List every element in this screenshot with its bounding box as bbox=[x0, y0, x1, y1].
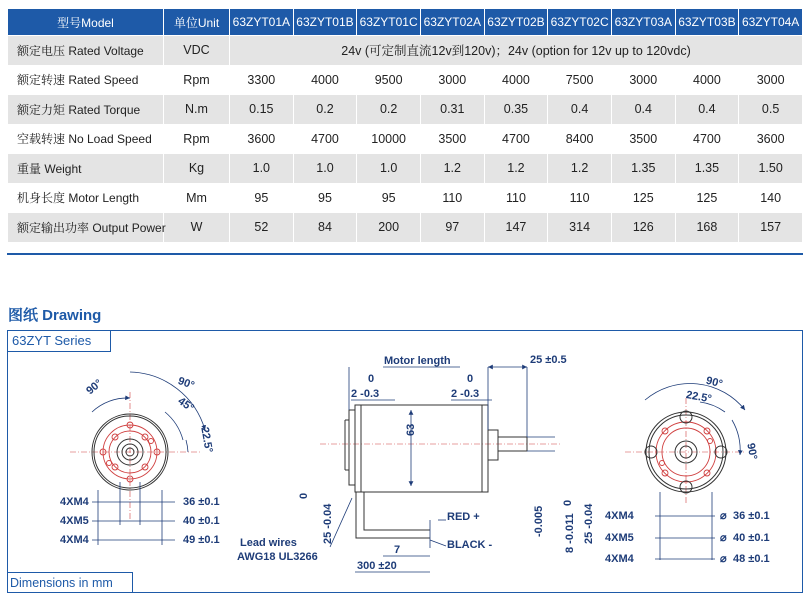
table-cell: 110 bbox=[485, 184, 548, 213]
tol-left-0: 0 bbox=[368, 373, 375, 385]
table-cell: 95 bbox=[357, 184, 420, 213]
param-name: 额定力矩 Rated Torque bbox=[8, 95, 163, 124]
table-cell: 1.0 bbox=[294, 154, 357, 183]
diameter-symbol: ⌀ bbox=[720, 532, 727, 544]
drawing-title: 图纸 Drawing bbox=[8, 307, 102, 324]
header-model-col: 63ZYT02C bbox=[548, 9, 611, 35]
table-cell: 9500 bbox=[357, 66, 420, 95]
side-view bbox=[237, 354, 595, 572]
header-model-col: 63ZYT04A bbox=[739, 9, 802, 35]
header-model-col: 63ZYT03B bbox=[676, 9, 739, 35]
param-name: 额定转速 Rated Speed bbox=[8, 66, 163, 95]
tol-left-1: 2 -0.3 bbox=[351, 388, 380, 400]
lead-wires-spec: AWG18 UL3266 bbox=[237, 551, 318, 563]
table-cell: 157 bbox=[739, 213, 802, 242]
param-unit: N.m bbox=[164, 95, 229, 124]
red-lead-label: RED + bbox=[447, 511, 480, 523]
header-model-col: 63ZYT02B bbox=[485, 9, 548, 35]
dim-7: 7 bbox=[394, 544, 401, 556]
diameter-symbol: ⌀ bbox=[720, 553, 727, 565]
right-dim-lines bbox=[655, 492, 715, 560]
table-cell: 1.35 bbox=[676, 154, 739, 183]
param-unit: Rpm bbox=[164, 125, 229, 154]
table-cell: 4700 bbox=[485, 125, 548, 154]
table-cell: 3000 bbox=[421, 66, 484, 95]
left-end-view bbox=[60, 372, 220, 546]
table-cell: 125 bbox=[612, 184, 675, 213]
table-cell: 4700 bbox=[294, 125, 357, 154]
boss-tol-0: 0 bbox=[562, 499, 574, 506]
table-cell: 3500 bbox=[612, 125, 675, 154]
table-cell: 200 bbox=[357, 213, 420, 242]
header-model-col: 63ZYT01A bbox=[230, 9, 293, 35]
right-angle-90-b: 90° bbox=[744, 442, 760, 461]
param-unit: Mm bbox=[164, 184, 229, 213]
right-screw-3: 4XM4 bbox=[605, 553, 634, 565]
param-unit: VDC bbox=[164, 36, 229, 65]
table-cell: 3000 bbox=[739, 66, 802, 95]
table-cell: 1.0 bbox=[230, 154, 293, 183]
table-cell: 3600 bbox=[230, 125, 293, 154]
table-cell: 7500 bbox=[548, 66, 611, 95]
left-angle-90-b: 90° bbox=[176, 374, 196, 392]
lead-wires-label: Lead wires bbox=[240, 537, 297, 549]
param-name: 额定输出功率 Output Power bbox=[8, 213, 163, 242]
table-cell: 4700 bbox=[676, 125, 739, 154]
table-cell: 95 bbox=[294, 184, 357, 213]
table-cell: 52 bbox=[230, 213, 293, 242]
header-model-col: 63ZYT01C bbox=[357, 9, 420, 35]
right-end-view bbox=[605, 375, 770, 565]
shaft-tol-1: 8 -0.011 bbox=[564, 513, 576, 553]
table-cell: 140 bbox=[739, 184, 802, 213]
table-cell: 3000 bbox=[612, 66, 675, 95]
right-screw-2: 4XM5 bbox=[605, 532, 634, 544]
table-cell: 0.15 bbox=[230, 95, 293, 124]
left-dim-40: 40 ±0.1 bbox=[183, 515, 220, 527]
pilot-tol-1: 25 -0.04 bbox=[322, 503, 334, 544]
motor-length-label: Motor length bbox=[384, 355, 451, 367]
right-dim-40: 40 ±0.1 bbox=[733, 532, 770, 544]
wire-length: 300 ±20 bbox=[357, 560, 397, 572]
right-screw-1: 4XM4 bbox=[605, 510, 634, 522]
table-cell: 4000 bbox=[294, 66, 357, 95]
header-model: 型号Model bbox=[8, 9, 163, 35]
table-cell: 125 bbox=[676, 184, 739, 213]
param-name: 机身长度 Motor Length bbox=[8, 184, 163, 213]
table-cell: 314 bbox=[548, 213, 611, 242]
table-cell: 147 bbox=[485, 213, 548, 242]
left-dim-lines bbox=[92, 482, 175, 545]
table-cell: 0.31 bbox=[421, 95, 484, 124]
table-cell: 3300 bbox=[230, 66, 293, 95]
param-name: 重量 Weight bbox=[8, 154, 163, 183]
boss-tol-1: 25 -0.04 bbox=[583, 503, 595, 544]
table-cell: 3600 bbox=[739, 125, 802, 154]
diameter-symbol: ⌀ bbox=[720, 510, 727, 522]
table-cell: 97 bbox=[421, 213, 484, 242]
left-screw-2: 4XM5 bbox=[60, 515, 89, 527]
left-angle-90-a: 90° bbox=[84, 377, 105, 398]
voltage-value: 24v (可定制直流12v到120v)；24v (option for 12v up to 120vdc) bbox=[230, 36, 802, 65]
table-cell: 1.2 bbox=[421, 154, 484, 183]
table-cell: 0.4 bbox=[676, 95, 739, 124]
left-screw-1: 4XM4 bbox=[60, 496, 89, 508]
tol-right-0: 0 bbox=[467, 373, 474, 385]
table-cell: 8400 bbox=[548, 125, 611, 154]
table-cell: 0.35 bbox=[485, 95, 548, 124]
table-cell: 110 bbox=[548, 184, 611, 213]
table-cell: 4000 bbox=[676, 66, 739, 95]
table-cell: 1.0 bbox=[357, 154, 420, 183]
table-cell: 3500 bbox=[421, 125, 484, 154]
param-unit: Rpm bbox=[164, 66, 229, 95]
table-cell: 0.4 bbox=[548, 95, 611, 124]
header-unit: 单位Unit bbox=[164, 9, 229, 35]
left-dim-49: 49 ±0.1 bbox=[183, 534, 220, 546]
black-lead-label: BLACK - bbox=[447, 539, 493, 551]
left-screw-3: 4XM4 bbox=[60, 534, 89, 546]
right-angle-22-5: 22.5° bbox=[685, 389, 713, 406]
table-cell: 4000 bbox=[485, 66, 548, 95]
right-dim-48: 48 ±0.1 bbox=[733, 553, 770, 565]
right-angle-90-a: 90° bbox=[704, 374, 724, 391]
left-angle-22-5: 22.5° bbox=[198, 426, 215, 454]
table-cell: 0.2 bbox=[294, 95, 357, 124]
header-model-col: 63ZYT03A bbox=[612, 9, 675, 35]
table-cell: 0.2 bbox=[357, 95, 420, 124]
table-cell: 95 bbox=[230, 184, 293, 213]
param-name: 空载转速 No Load Speed bbox=[8, 125, 163, 154]
body-diameter: 63 bbox=[405, 423, 417, 436]
param-unit: W bbox=[164, 213, 229, 242]
left-dim-36: 36 ±0.1 bbox=[183, 496, 220, 508]
series-label: 63ZYT Series bbox=[7, 330, 111, 352]
table-cell: 1.2 bbox=[485, 154, 548, 183]
shaft-length: 25 ±0.5 bbox=[530, 354, 567, 366]
table-cell: 1.2 bbox=[548, 154, 611, 183]
header-model-col: 63ZYT01B bbox=[294, 9, 357, 35]
right-dim-36: 36 ±0.1 bbox=[733, 510, 770, 522]
left-angle-45: 45° bbox=[175, 395, 197, 415]
table-cell: 168 bbox=[676, 213, 739, 242]
table-cell: 0.5 bbox=[739, 95, 802, 124]
table-cell: 1.35 bbox=[612, 154, 675, 183]
tol-right-1: 2 -0.3 bbox=[451, 388, 480, 400]
units-note: Dimensions in mm bbox=[7, 572, 133, 593]
table-cell: 126 bbox=[612, 213, 675, 242]
table-cell: 0.4 bbox=[612, 95, 675, 124]
table-cell: 1.50 bbox=[739, 154, 802, 183]
table-cell: 84 bbox=[294, 213, 357, 242]
param-unit: Kg bbox=[164, 154, 229, 183]
table-cell: 110 bbox=[421, 184, 484, 213]
pilot-tol-0: 0 bbox=[298, 492, 310, 499]
table-cell: 10000 bbox=[357, 125, 420, 154]
header-model-col: 63ZYT02A bbox=[421, 9, 484, 35]
shaft-tol-0: -0.005 bbox=[533, 505, 545, 537]
param-name: 额定电压 Rated Voltage bbox=[8, 36, 163, 65]
